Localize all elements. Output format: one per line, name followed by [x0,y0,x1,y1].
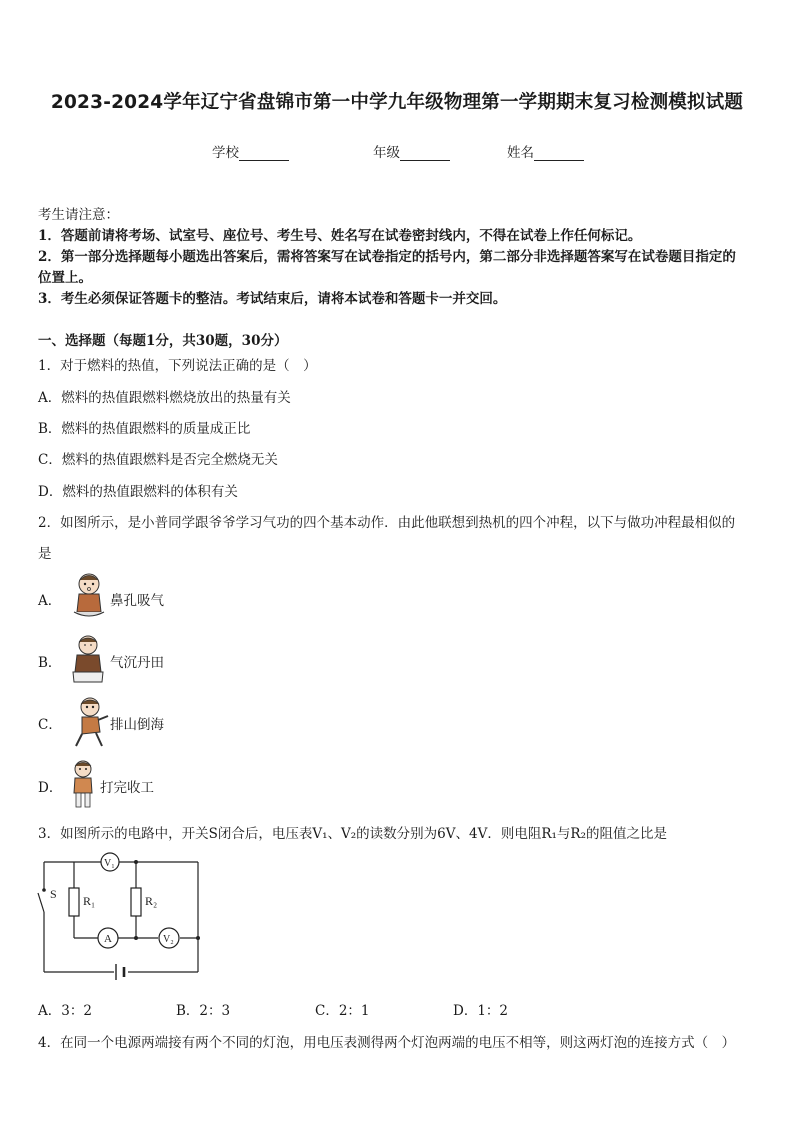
question-2-option-c-text: 排山倒海 [110,717,164,733]
circuit-diagram [36,850,206,986]
grade-field [373,141,450,161]
page-title: 2023-2024学年辽宁省盘锦市第一中学九年级物理第一学期期末复习检测模拟试题 [50,92,744,113]
notice-heading: 考生请注意： [38,207,119,223]
breathing-figure-icon [66,759,100,809]
notice-item: 位置上。 [38,270,92,286]
v2-label: V₂ [163,934,174,945]
school-field [212,141,289,161]
notice-item: 1．答题前请将考场、试室号、座位号、考生号、姓名写在试卷密封线内，不得在试卷上作任何标记。 [38,228,642,244]
question-2-stem-cont: 是 [38,546,52,562]
r2-label: R₂ [145,894,158,908]
section-heading: 一、选择题（每题1分，共30题，30分） [38,333,288,349]
question-3-option-d: D．1：2 [453,1003,509,1019]
grade-label: 年级 [373,145,400,161]
grade-blank [400,146,450,161]
question-2-stem: 2．如图所示，是小普同学跟爷爷学习气功的四个基本动作．由此他联想到热机的四个冲程，以下与做功冲程最相似的 [38,515,736,531]
school-label: 学校 [212,145,239,161]
school-blank [239,146,289,161]
question-2-option-a-text: 鼻孔吸气 [110,593,164,609]
question-1-option-c: C．燃料的热值跟燃料是否完全燃烧无关 [38,452,278,468]
question-3-option-a: A．3：2 [38,1003,92,1019]
question-2-option-c-letter: C． [38,717,62,733]
question-3-stem: 3．如图所示的电路中，开关S闭合后，电压表V₁、V₂的读数分别为6V、4V．则电阻R₁与R₂的阻值之比是 [38,826,667,842]
notice-item: 2．第一部分选择题每小题选出答案后，需将答案写在试卷指定的括号内，第二部分非选择题答案写在试卷题目指定的 [38,249,736,265]
question-4-stem: 4．在同一个电源两端接有两个不同的灯泡，用电压表测得两个灯泡两端的电压不相等，则这两灯泡的连接方式（ ） [38,1035,736,1051]
notice-item: 3．考生必须保证答题卡的整洁。考试结束后，请将本试卷和答题卡一并交回。 [38,291,507,307]
question-1-option-d: D．燃料的热值跟燃料的体积有关 [38,484,238,500]
name-field [507,141,584,161]
question-3-option-c: C．2：1 [315,1003,370,1019]
name-blank [534,146,584,161]
ammeter-label: A [104,933,112,945]
breathing-figure-icon [72,696,110,748]
switch-label: S [50,887,57,901]
question-2-option-b-text: 气沉丹田 [110,655,164,671]
question-3-option-b: B．2：3 [176,1003,231,1019]
question-2-option-a-letter: A． [38,593,62,609]
breathing-figure-icon [68,634,108,684]
breathing-figure-icon [70,572,108,620]
question-1-option-a: A．燃料的热值跟燃料燃烧放出的热量有关 [38,390,291,406]
question-1-stem: 1．对于燃料的热值，下列说法正确的是（ ） [38,358,317,374]
question-2-option-b-letter: B． [38,655,62,671]
question-1-option-b: B．燃料的热值跟燃料的质量成正比 [38,421,251,437]
v1-label: V₁ [104,858,115,869]
r1-label: R₁ [83,894,96,908]
question-2-option-d-letter: D． [38,780,63,796]
name-label: 姓名 [507,145,534,161]
question-2-option-d-text: 打完收工 [100,780,154,796]
